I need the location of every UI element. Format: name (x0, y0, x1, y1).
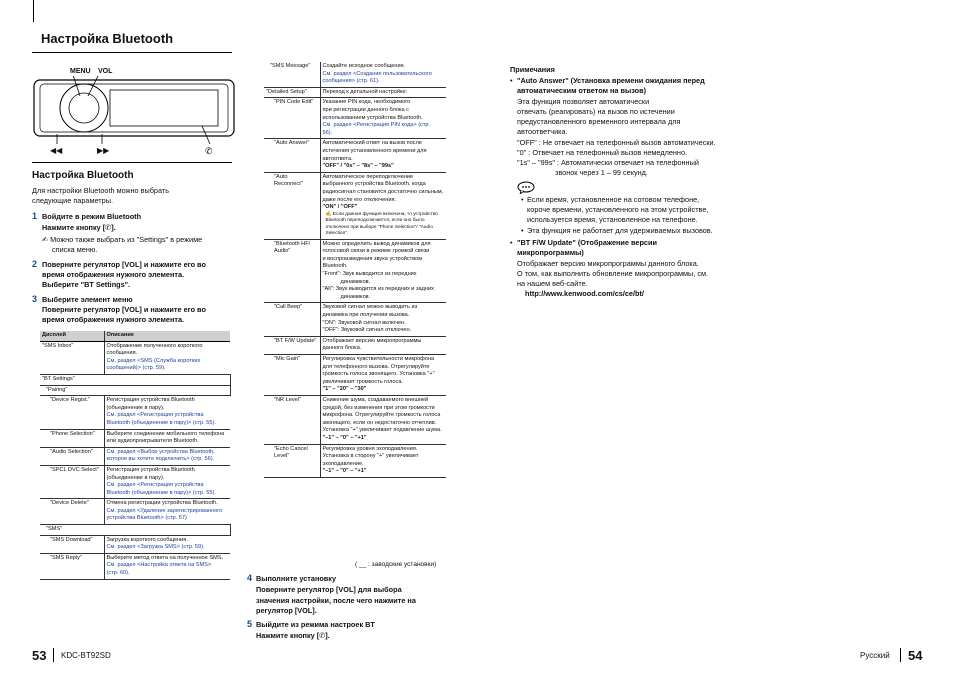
bullet: • (521, 195, 524, 204)
header-description: Описание (104, 331, 230, 341)
auto-answer-text-1: Эта функция позволяет автоматически (517, 97, 650, 106)
auto-answer-text-2: отвечать (реагировать) на вызов по истечении (517, 107, 675, 116)
kenwood-url[interactable]: http://www.kenwood.com/cs/ce/bt/ (525, 289, 644, 298)
note-bullet-1c: используется время, установленное на телефоне. (527, 215, 698, 224)
table-row: "SMS Download" Загрузка короткого сообщения. См. раздел <Загрузка SMS> (стр. 59). (40, 535, 230, 553)
model-name: KDC-BT92SD (61, 651, 111, 660)
language-label: Русский (860, 651, 890, 660)
header-display: Дисплей (40, 331, 104, 341)
fw-text-2: О том, как выполнить обновление микропрограммы, см. (517, 269, 709, 278)
table-row: "Device Delete" Отмена регистрации устройства Bluetooth. См. раздел <Удаление зарегистрированного устройства Bluetooth> (стр. 57) (40, 499, 230, 525)
fw-heading-1: "BT F/W Update" (Отображение версии (517, 238, 657, 247)
factory-settings-note: ( __ : заводские установки) (355, 561, 437, 568)
phone-icon: ✆ (205, 146, 213, 156)
prev-label: ◀◀ (50, 146, 63, 155)
table-row: "Bluetooth HF/ Audio" Можно определить вывод динамиков для голосовой связи в режиме громкой связи и воспроизведения звука устройством Bluetooth. "Front": Звук выводится из передних динамиков. "All": Звук выводится из передних и задних динамиков. (264, 239, 446, 303)
step-1-number: 1 (32, 211, 38, 221)
table-row: "SMS Inbox" Отображение полученного короткого сообщения. См. раздел <SMS (Служба коротких сообщений)> (стр. 59). (40, 341, 230, 374)
step-5-text-2: Нажмите кнопку [✆]. (256, 631, 330, 640)
section-rule (32, 162, 232, 163)
step-3-number: 3 (32, 294, 38, 304)
step-4-text-3: значения настройки, после чего нажмите на (256, 596, 416, 605)
step-3-text-3: время отображения нужного элемента. (42, 315, 185, 324)
intro-line-2: следующие параметры. (32, 196, 113, 205)
title-rule (32, 52, 232, 53)
next-label: ▶▶ (97, 146, 110, 155)
auto-answer-off: "OFF" : Не отвечает на телефонный вызов автоматически. (517, 138, 716, 147)
table-row: "SMS Reply" Выберите метод ответа на полученное SMS. См. раздел <Настройка ответа на SMS> (стр. 60). (40, 553, 230, 579)
step-5-number: 5 (247, 619, 253, 629)
step-4-text-1: Выполните установку (256, 574, 336, 583)
menu-label: MENU (70, 68, 91, 75)
bullet: • (510, 238, 513, 247)
note-bullet-1a: Если время, установленное на сотовом телефоне, (527, 195, 700, 204)
table-row: "Phone Selection" Выберите соединение мобильного телефона или аудиопроигрывателя Bluetooth. (40, 429, 230, 447)
note-icon (517, 181, 535, 194)
bullet: • (521, 226, 524, 235)
footer-divider (900, 648, 901, 662)
step-2-text-3: Выберите "BT Settings". (42, 280, 131, 289)
page-number-right: 54 (908, 648, 923, 663)
vol-label: VOL (98, 68, 113, 75)
table-row: "Device Regist." Регистрация устройства Bluetooth (объединение в пару). См. раздел <Регистрация устройства Bluetooth (объединение в пару)> (стр. 55). (40, 396, 230, 429)
step-3-text-1: Выберите элемент меню (42, 295, 133, 304)
step-4-number: 4 (247, 573, 253, 583)
table-row: "Detailed Setup" Переход к детальной настройке: (264, 87, 446, 98)
step-4-text-4: регулятор [VOL]. (256, 606, 317, 615)
footer-divider (53, 648, 54, 662)
auto-answer-range: "1s" – "99s" : Автоматически отвечает на телефонный (517, 158, 699, 167)
table-header (40, 331, 230, 341)
notes-title: Примечания (510, 65, 555, 74)
intro-line-1: Для настройки Bluetooth можно выбрать (32, 186, 169, 195)
fw-text-3: на нашем веб-сайте. (517, 279, 588, 288)
step-5-text-1: Выйдите из режима настроек BT (256, 620, 375, 629)
table-row: "PIN Code Edit" Указание PIN кода, необходимого при регистрации данного блока с использованием устройства Bluetooth. См. раздел <Регистрация PIN кода> (стр. 56). (264, 98, 446, 139)
table-row: "SPCL DVC Select" Регистрация устройства Bluetooth (объединение в пару). См. раздел <Регистрация устройства Bluetooth (объединение в пару)> (стр. 55). (40, 465, 230, 498)
step-1-note-2: списка меню. (52, 245, 98, 254)
step-1-note-1: ✍ Можно также выбрать из "Settings" в режиме (42, 235, 203, 244)
settings-table-1 (40, 331, 231, 580)
step-1-title: Войдите в режим Bluetooth (42, 212, 142, 221)
table-row: "Audio Selection" См. раздел <Выбор устройства Bluetooth, которое вы хотите подключить> (стр. 56). (40, 447, 230, 465)
step-1-text: Нажмите кнопку [✆]. (42, 223, 116, 232)
table-row: "Auto Answer" Автоматический ответ на вызов после истечения установленного времени для автоответа. "OFF" / "0s" – "8s" – "99s" (264, 139, 446, 172)
table-row: "BT Settings" (40, 374, 230, 385)
step-2-text-2: время отображения нужного элемента. (42, 270, 185, 279)
note-bullet-2: Эта функция не работает для удерживаемых вызовов. (527, 226, 713, 235)
settings-table-2 (264, 62, 446, 478)
table-row: "NR Level" Снижение шума, создаваемого внешней средой, без изменения при этом громкости микрофона. Отрегулируйте громкость голоса звонящего, если он недостаточно отчетлив. Установка "+" увеличивает подавление шума. "–1" – "0" – "+1" (264, 395, 446, 444)
step-3-text-2: Поверните регулятор [VOL] и нажмите его во (42, 305, 206, 314)
fw-text-1: Отображает версию микропрограммы данного блока. (517, 259, 699, 268)
table-row: "SMS" (40, 525, 230, 536)
section-title: Настройка Bluetooth (32, 170, 134, 181)
auto-answer-heading-1: "Auto Answer" (Установка времени ожидания перед (517, 76, 705, 85)
table-row: "Mic Gain" Регулировка чувствительности микрофона для телефонного вызова. Отрегулируйте громкость голоса звонящего. Установка "+" увеличивает громкость голоса. "1" – "20" – "30" (264, 355, 446, 396)
table-row: "Echo Cancel Level" Регулировка уровня эхоподавления. Установка в сторону "+" увеличивает эхоподавление. "–1" – "0" – "+1" (264, 444, 446, 477)
auto-answer-zero: "0" : Отвечает на телефонный вызов немедленно. (517, 148, 688, 157)
auto-answer-range-2: звонок через 1 – 99 секунд. (555, 168, 648, 177)
page-title: Настройка Bluetooth (41, 31, 174, 46)
fw-heading-2: микропрограммы) (517, 248, 584, 257)
table-row: "Pairing" (40, 385, 230, 396)
auto-answer-heading-2: автоматическим ответом на вызов) (517, 86, 647, 95)
step-4-text-2: Поверните регулятор [VOL] для выбора (256, 585, 402, 594)
bullet: • (510, 76, 513, 85)
table-row: "SMS Message" Создайте исходное сообщение. См. раздел <Создание пользовательского сообщения> (стр. 61). (264, 62, 446, 87)
page-number-left: 53 (32, 648, 47, 663)
table-row: "Call Beep" Звуковой сигнал можно выводить из динамика при получении вызова. "ON": Звуковой сигнал включен. "OFF": Звуковой сигнал отключен. (264, 303, 446, 336)
step-2-text-1: Поверните регулятор [VOL] и нажмите его во (42, 260, 206, 269)
car-stereo-illustration (32, 76, 237, 146)
table-row: "Auto Reconnect" Автоматическое переподключение выбранного устройства Bluetooth, когда радиосигнал становится достаточно сильным, даже после его отключения. "ON" / "OFF" ✍ Если данная функция включена, то устройство Bluetooth переподключается, если оно было отключено при выборе "Phone Selection"/ "Audio Selection". (264, 172, 446, 239)
step-2-number: 2 (32, 259, 38, 269)
table-row: "BT F/W Update" Отображает версию микропрограммы данного блока. (264, 336, 446, 354)
note-bullet-1b: короче времени, установленного на этом устройстве, (527, 205, 709, 214)
auto-answer-text-4: автоответчика. (517, 127, 568, 136)
auto-answer-text-3: предустановленного временного интервала для (517, 117, 681, 126)
page-edge-mark (33, 0, 34, 22)
